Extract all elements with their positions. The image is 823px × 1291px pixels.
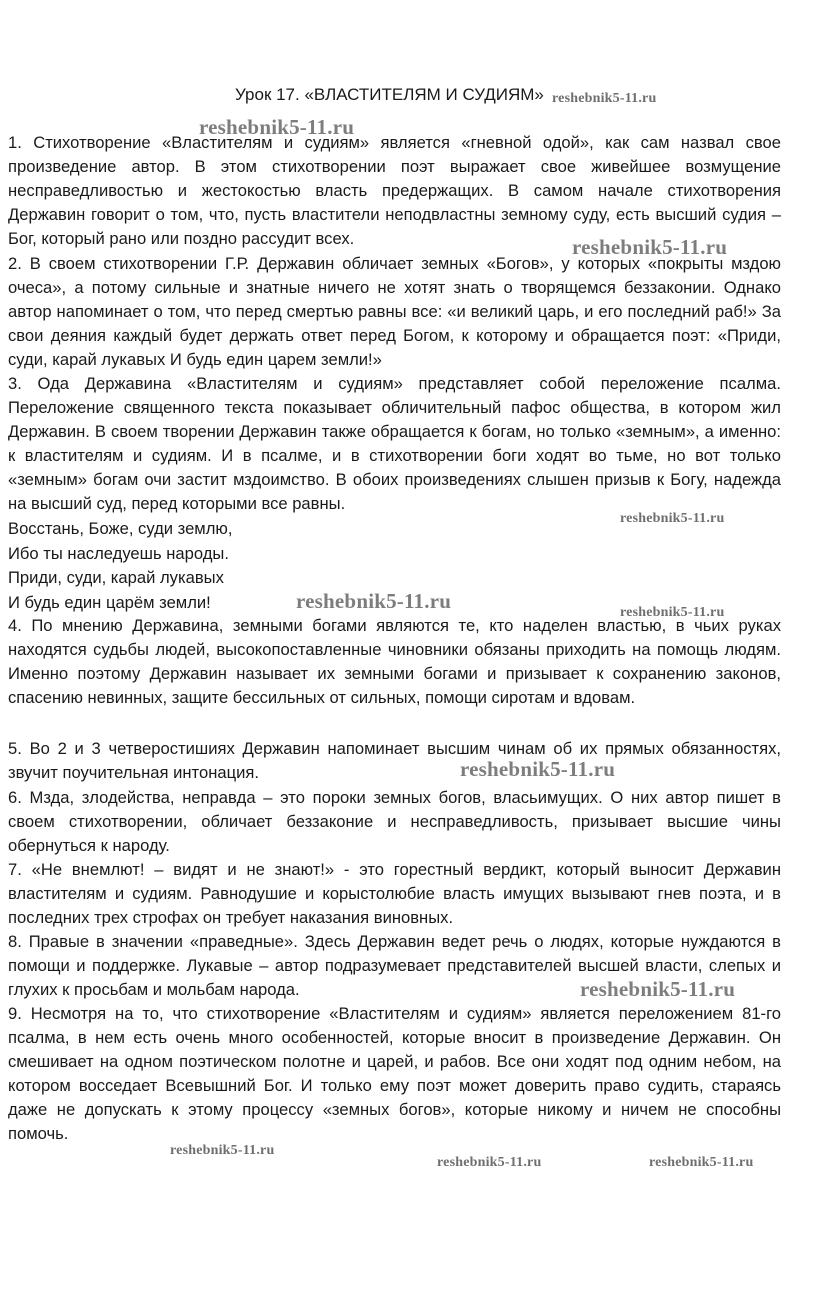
- verse-line-3: Приди, суди, карай лукавых: [8, 568, 224, 587]
- page-title: Урок 17. «ВЛАСТИТЕЛЯМ И СУДИЯМ»: [235, 85, 544, 104]
- watermark: reshebnik5-11.ru: [620, 605, 725, 620]
- watermark: reshebnik5-11.ru: [170, 1143, 275, 1158]
- watermark: reshebnik5-11.ru: [460, 757, 616, 781]
- verse-line-1: Восстань, Боже, суди землю,: [8, 519, 233, 538]
- watermark: reshebnik5-11.ru: [572, 235, 728, 259]
- watermark: reshebnik5-11.ru: [296, 589, 452, 613]
- verse-quote: [8, 517, 232, 615]
- watermark: reshebnik5-11.ru: [552, 91, 657, 106]
- verse-line-4: И будь един царём земли!: [8, 592, 211, 612]
- answer-paragraph-3: 3. Ода Державина «Властителям и судиям» представляет собой переложение псалма. Переложение священного текста показывает обличительный пафос общества, в котором жил Державин. В своем творении Державин также обращается к богам, но только «земным», а именно: к властителям и судиям. И в псалме, и в стихотворении боги ходят во тьме, но вот только «земным» богам очи застит мздоимство. В обоих произведениях слышен призыв к Богу, надежда на высший суд, перед которыми все равны.: [8, 374, 781, 513]
- answer-paragraph-2: 2. В своем стихотворении Г.Р. Державин обличает земных «Богов», у которых «покрыты мздою очеса», а потому сильные и знатные ничего не хотят знать о творящемся беззаконии. Однако автор напоминает о том, что перед смертью равны все: «и великий царь, и его последний раб!» За свои деяния каждый будет держать ответ перед Богом, к которому и обращается поэт: «Приди, суди, карай лукавых И будь един царем земли!»: [8, 254, 781, 369]
- watermark: reshebnik5-11.ru: [620, 511, 725, 526]
- watermark: reshebnik5-11.ru: [649, 1155, 754, 1170]
- answer-paragraph-9: 9. Несмотря на то, что стихотворение «Властителям и судиям» является переложением 81-го псалма, в нем есть очень много особенностей, которые вносит в произведение Державин. Он смешивает на одном поэтическом полотне и царей, и рабов. Все они ходят под одним небом, на котором восседает Всевышний Бог. И только ему поэт может доверить право судить, стараясь даже не допускать к этому процессу «земных богов», которые никому и ничем не способны помочь.: [8, 1004, 781, 1143]
- verse-line-2: Ибо ты наследуешь народы.: [8, 543, 229, 563]
- answer-paragraph-8: 8. Правые в значении «праведные». Здесь Державин ведет речь о людях, которые нуждаются в помощи и поддержке. Лукавые – автор подразумевает представителей высшей власти, слепых и глухих к просьбам и мольбам народа.: [8, 932, 781, 999]
- answer-paragraph-5: 5. Во 2 и 3 четверостишиях Державин напоминает высшим чинам об их прямых обязанностях, звучит поучительная интонация.: [8, 739, 781, 782]
- watermark: reshebnik5-11.ru: [437, 1155, 542, 1170]
- answer-paragraph-6: 6. Мзда, злодейства, неправда – это пороки земных богов, власьимущих. О них автор пишет в своем стихотворении, обличает беззаконие и несправедливость, призывает высшие чины обернуться к народу.: [8, 788, 781, 855]
- watermark: reshebnik5-11.ru: [580, 977, 736, 1001]
- answer-paragraph-4: 4. По мнению Державина, земными богами являются те, кто наделен властью, в чьих руках находятся судьбы людей, высокопоставленные чиновники обязаны приходить на помощь людям. Именно поэтому Державин называет их земными богами и призывает к сохранению законов, спасению невинных, защите бессильных от сильных, помощи сиротам и вдовам.: [8, 616, 781, 707]
- answer-paragraph-1: 1. Стихотворение «Властителям и судиям» является «гневной одой», как сам назвал свое произведение автор. В этом стихотворении поэт выражает свое живейшее возмущение несправедливостью и жестокостью власть предержащих. В самом начале стихотворения Державин говорит о том, что, пусть властители неподвластны земному суду, есть высший судия – Бог, который рано или поздно рассудит всех.: [8, 133, 781, 248]
- answer-paragraph-7: 7. «Не внемлют! – видят и не знают!» - это горестный вердикт, который выносит Державин властителям и судиям. Равнодушие и корыстолюбие власть имущих вызывают гнев поэта, и в последних трех строфах он требует наказания виновных.: [8, 860, 781, 927]
- watermark: reshebnik5-11.ru: [199, 115, 355, 139]
